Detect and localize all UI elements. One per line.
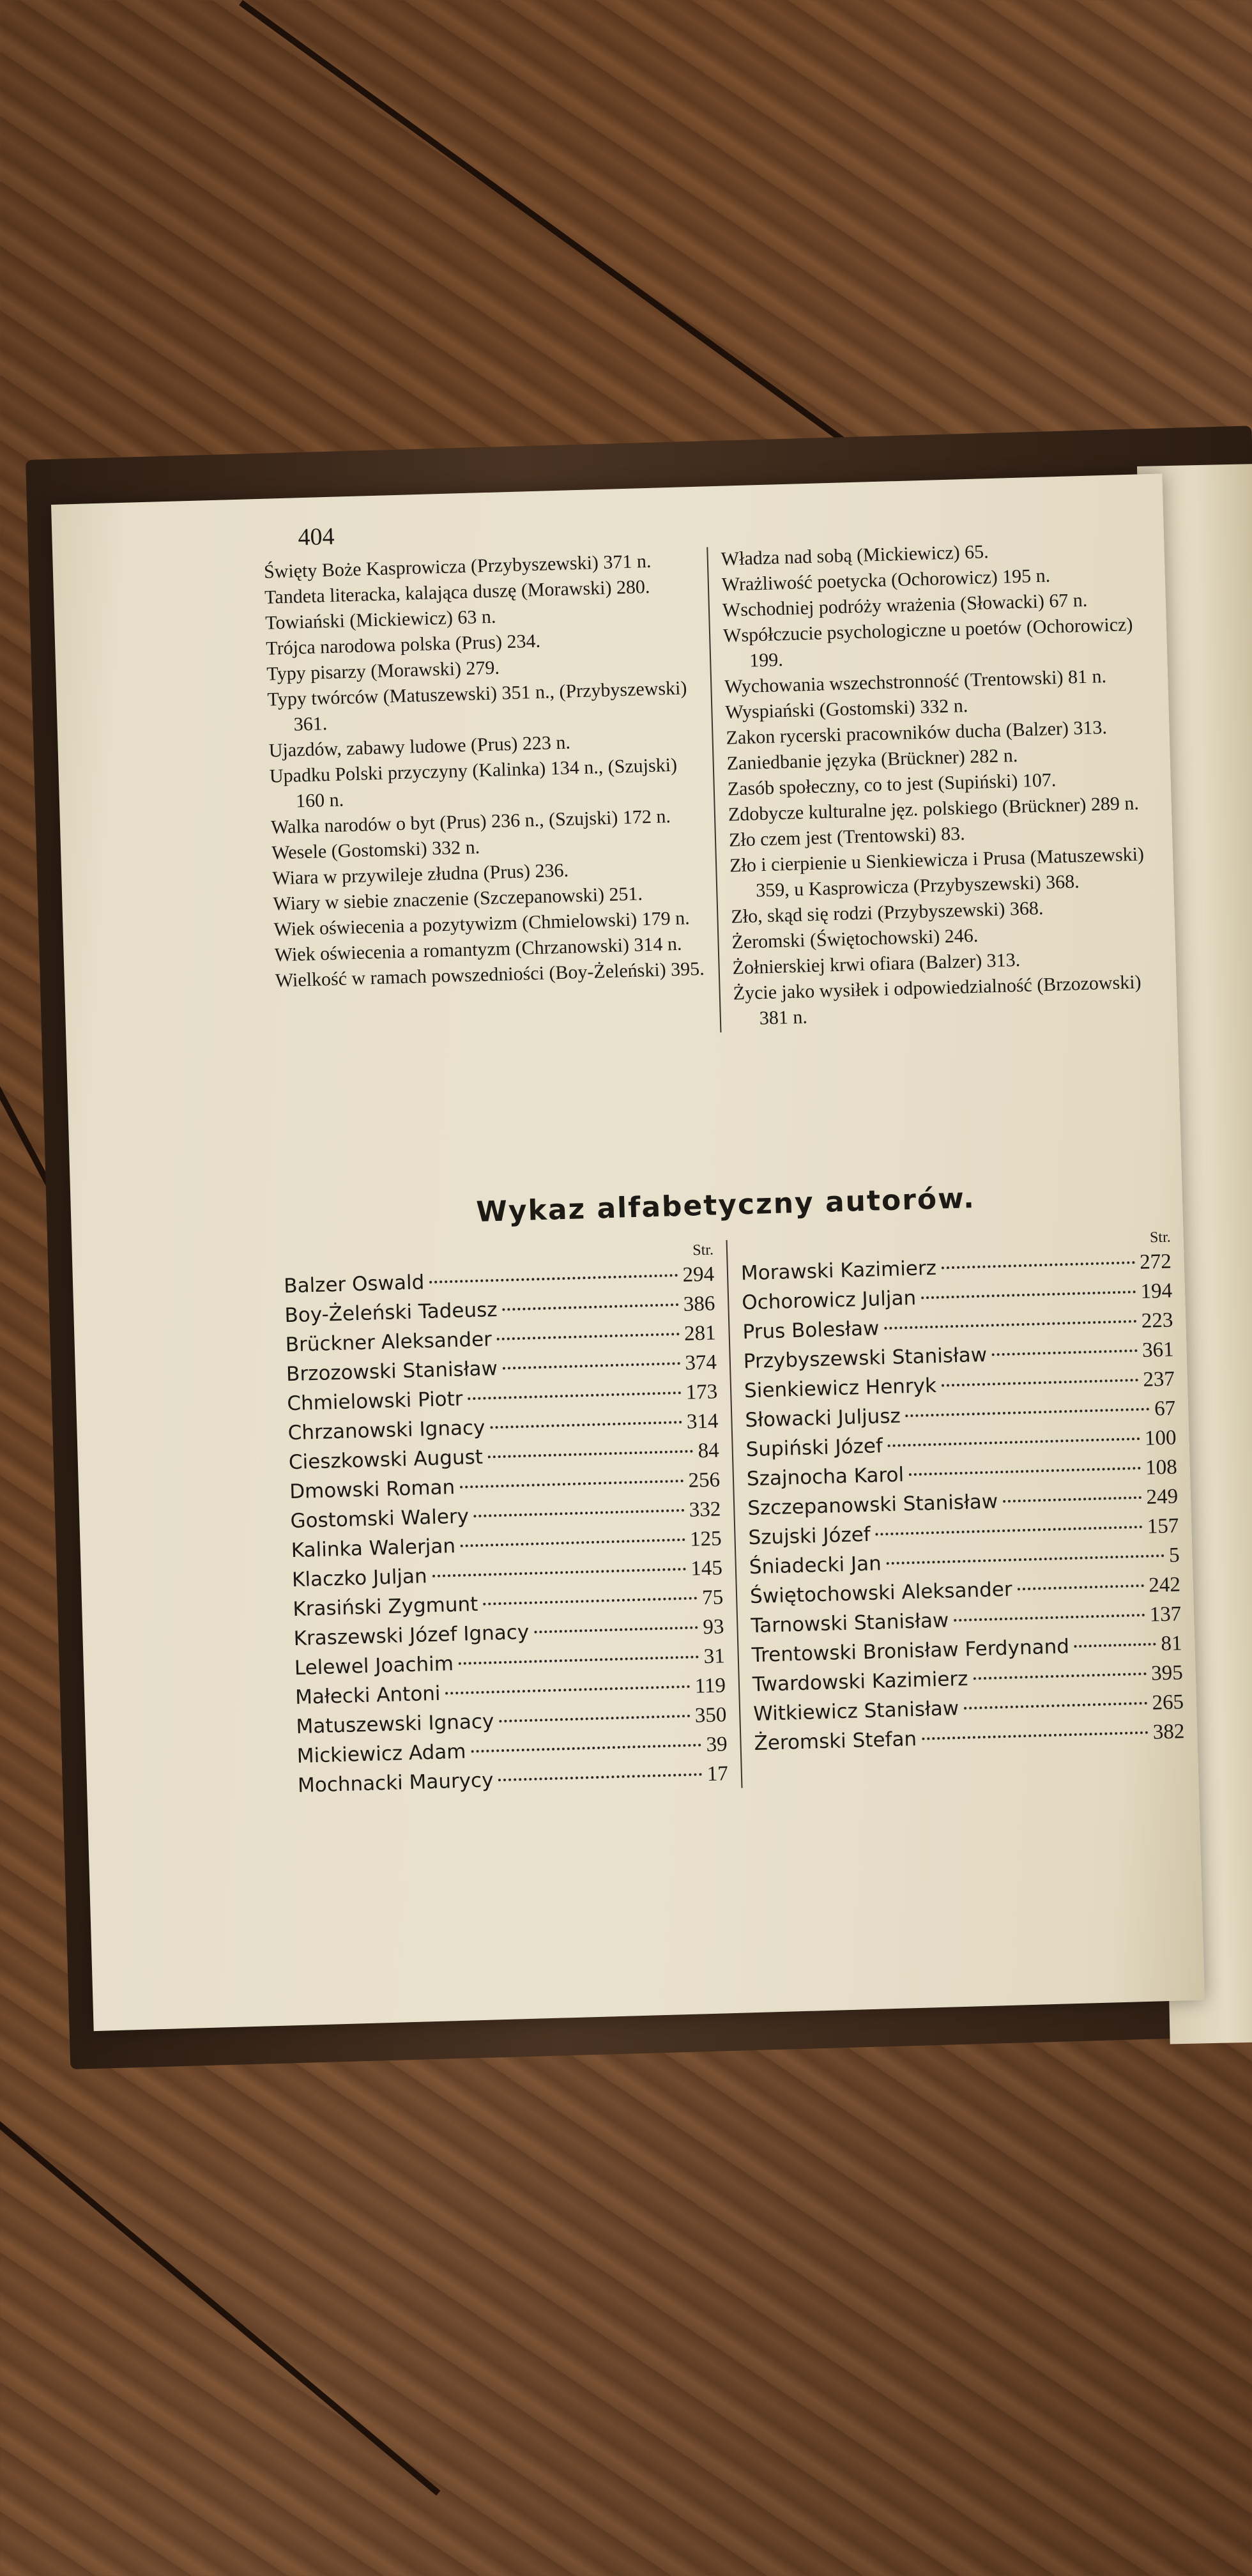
author-name: Dmowski Roman [289, 1475, 455, 1504]
author-name: Tarnowski Stanisław [750, 1609, 949, 1638]
dot-leader [887, 1554, 1164, 1565]
author-name: Ochorowicz Juljan [741, 1286, 917, 1315]
dot-leader [460, 1480, 683, 1489]
author-page-number: 361 [1141, 1338, 1175, 1362]
author-name: Krasiński Zygmunt [292, 1593, 478, 1621]
author-page-number: 314 [686, 1409, 719, 1434]
dot-leader [468, 1392, 680, 1400]
author-name: Balzer Oswald [283, 1271, 425, 1298]
author-page-number: 395 [1150, 1661, 1184, 1685]
dot-leader [954, 1614, 1145, 1621]
author-name: Mochnacki Maurycy [297, 1768, 494, 1797]
author-page-number: 281 [683, 1321, 717, 1346]
dot-leader [1003, 1496, 1141, 1503]
index-entry: Towiański (Mickiewicz) 63 n. [264, 606, 496, 634]
author-page-number: 39 [706, 1733, 728, 1757]
floor-seam [0, 2121, 440, 2496]
author-page-number: 350 [694, 1703, 727, 1728]
author-page-number: 332 [689, 1498, 721, 1522]
author-page-number: 31 [703, 1644, 726, 1669]
author-name: Twardowski Kazimierz [752, 1667, 968, 1697]
dot-leader [906, 1408, 1150, 1418]
author-name: Słowacki Juljusz [744, 1404, 901, 1432]
subject-index-left-column [264, 547, 722, 1045]
dot-leader [1017, 1584, 1143, 1591]
index-entry: Wesele (Gostomski) 332 n. [271, 836, 480, 864]
author-name: Lelewel Joachim [294, 1652, 454, 1680]
index-entry: Wschodniej podróży wrażenia (Słowacki) 67 n. [722, 589, 1088, 621]
dot-leader [964, 1702, 1147, 1710]
index-entry: Zaniedbanie języka (Brückner) 282 n. [726, 744, 1018, 774]
index-entry: Zakon rycerski pracowników ducha (Balzer) 313. [726, 716, 1108, 749]
author-name: Szujski Józef [748, 1522, 871, 1550]
author-name: Klaczko Juljan [291, 1565, 428, 1592]
book-page [51, 473, 1205, 2031]
author-name: Sienkiewicz Henryk [744, 1374, 937, 1403]
author-name: Chrzanowski Ignacy [287, 1416, 485, 1445]
dot-leader [1074, 1643, 1156, 1648]
dot-leader [921, 1291, 1136, 1299]
dot-leader [471, 1744, 701, 1752]
author-name: Śniadecki Jan [749, 1552, 882, 1579]
dot-leader [429, 1274, 677, 1284]
index-entry: Wyspiański (Gostomski) 332 n. [725, 695, 968, 723]
author-page-number: 272 [1139, 1250, 1172, 1274]
author-name: Szczepanowski Stanisław [747, 1490, 998, 1521]
index-entry: Życie jako wysiłek i odpowiedzialność (Brzozowski) 381 n. [733, 971, 1141, 1029]
index-entry: Upadku Polski przyczyny (Kalinka) 134 n., (Szujski) 160 n. [269, 754, 678, 812]
author-name: Kalinka Walerjan [291, 1534, 456, 1563]
author-page-number: 294 [682, 1262, 715, 1287]
dot-leader [992, 1349, 1137, 1356]
index-entry: Wiary w siebie znaczenie (Szczepanowski) 251. [273, 883, 643, 915]
dot-leader [876, 1526, 1142, 1536]
dot-leader [922, 1731, 1148, 1740]
author-name: Matuszewski Ignacy [296, 1710, 494, 1739]
author-page-number: 242 [1148, 1573, 1181, 1597]
dot-leader [942, 1261, 1135, 1269]
author-name: Witkiewicz Stanisław [752, 1697, 959, 1726]
author-page-number: 17 [706, 1762, 729, 1786]
author-name: Przybyszewski Stanisław [743, 1343, 988, 1374]
author-page-number: 125 [689, 1527, 722, 1551]
author-page-number: 75 [701, 1586, 724, 1610]
author-name: Gostomski Walery [290, 1505, 470, 1533]
author-page-number: 173 [685, 1380, 718, 1404]
author-page-number: 265 [1152, 1690, 1184, 1715]
str-label: Str. [692, 1241, 714, 1259]
index-entry: Zasób społeczny, co to jest (Supiński) 107. [727, 769, 1057, 800]
author-name: Małecki Antoni [294, 1682, 441, 1710]
index-entry: Tandeta literacka, kalająca duszę (Morawski) 280. [264, 576, 650, 608]
index-entry: Trójca narodowa polska (Prus) 234. [265, 630, 541, 659]
author-page-number: 137 [1149, 1602, 1182, 1627]
dot-leader [488, 1450, 693, 1459]
author-page-number: 382 [1152, 1720, 1185, 1744]
author-name: Prus Bolesław [742, 1317, 880, 1344]
dot-leader [909, 1467, 1140, 1476]
authors-heading: Wykaz alfabetyczny autorów. [475, 1182, 976, 1229]
dot-leader [474, 1509, 684, 1517]
author-name: Świętochowski Aleksander [749, 1577, 1013, 1609]
author-page-number: 223 [1141, 1308, 1173, 1333]
index-entry: Wychowania wszechstronność (Trentowski) 81 n. [724, 665, 1107, 698]
index-entry: Zło i cierpienie u Sienkiewicza i Prusa (Matuszewski) 359, u Kasprowicza (Przybyszewski) 368. [729, 843, 1145, 901]
author-page-number: 194 [1140, 1279, 1173, 1303]
dot-leader [490, 1421, 682, 1429]
author-name: Żeromski Stefan [754, 1727, 917, 1756]
index-entry: Władza nad sobą (Mickiewicz) 65. [721, 541, 989, 570]
index-entry: Wrażliwość poetycka (Ochorowicz) 195 n. [721, 565, 1051, 595]
author-name: Kraszewski Józef Ignacy [293, 1620, 530, 1651]
index-entry: Zło czem jest (Trentowski) 83. [728, 823, 966, 851]
index-entry: Żołnierskiej krwi ofiara (Balzer) 313. [732, 949, 1021, 979]
author-page-number: 237 [1142, 1367, 1175, 1392]
dot-leader [445, 1685, 689, 1695]
subject-index-right-column [708, 535, 1164, 1032]
dot-leader [499, 1715, 690, 1722]
author-name: Mickiewicz Adam [296, 1740, 466, 1768]
author-page-number: 119 [694, 1674, 726, 1698]
author-name: Supiński Józef [745, 1434, 883, 1462]
dot-leader [483, 1597, 697, 1605]
str-label: Str. [1149, 1229, 1172, 1246]
dot-leader [888, 1438, 1140, 1447]
index-entry: Typy pisarzy (Morawski) 279. [266, 657, 500, 685]
author-page-number: 5 [1168, 1544, 1180, 1567]
author-page-number: 81 [1160, 1632, 1182, 1656]
author-name: Brzozowski Stanisław [286, 1357, 498, 1386]
authors-left-column [283, 1240, 743, 1800]
author-name: Szajnocha Karol [746, 1463, 905, 1491]
author-name: Boy-Żeleński Tadeusz [284, 1298, 498, 1328]
subject-index [264, 535, 1165, 1045]
index-entry: Współczucie psychologiczne u poetów (Ochorowicz) 199. [722, 613, 1133, 671]
author-page-number: 84 [698, 1439, 720, 1463]
index-entry: Zdobycze kulturalne jęz. polskiego (Brückner) 289 n. [728, 792, 1140, 825]
author-page-number: 374 [684, 1351, 717, 1375]
author-page-number: 256 [688, 1468, 721, 1492]
dot-leader [884, 1320, 1136, 1330]
dot-leader [942, 1379, 1138, 1387]
author-name: Chmielowski Piotr [286, 1387, 464, 1416]
index-entry: Ujazdów, zabawy ludowe (Prus) 223 n. [268, 732, 571, 762]
author-name: Cieszkowski August [288, 1445, 484, 1475]
page-number: 404 [297, 523, 335, 551]
index-entry: Żeromski (Świętochowski) 246. [731, 924, 979, 953]
dot-leader [461, 1538, 685, 1547]
author-page-number: 108 [1145, 1455, 1178, 1480]
dot-leader [503, 1362, 680, 1370]
author-name: Morawski Kazimierz [740, 1256, 937, 1285]
index-entry: Wielkość w ramach powszedniości (Boy-Żeleński) 395. [275, 958, 705, 992]
author-page-number: 386 [683, 1292, 715, 1316]
author-page-number: 100 [1144, 1426, 1177, 1450]
dot-leader [502, 1303, 678, 1311]
author-name: Trentowski Bronisław Ferdynand [751, 1635, 1070, 1667]
dot-leader [497, 1333, 679, 1340]
index-entry: Święty Boże Kasprowicza (Przybyszewski) 371 n. [263, 550, 652, 583]
author-page-number: 93 [702, 1615, 724, 1639]
index-entry: Wiek oświecenia a romantyzm (Chrzanowski) 314 n. [274, 933, 682, 966]
dot-leader [432, 1568, 686, 1577]
dot-leader [973, 1673, 1146, 1680]
author-name: Brückner Aleksander [285, 1328, 492, 1357]
authors-right-column [728, 1228, 1186, 1788]
dot-leader [498, 1773, 702, 1781]
dot-leader [459, 1655, 699, 1664]
index-entry: Wiek oświecenia a pozytywizm (Chmielowski) 179 n. [273, 907, 691, 940]
index-entry: Walka narodów o byt (Prus) 236 n., (Szujski) 172 n. [270, 806, 671, 838]
author-page-number: 67 [1154, 1397, 1176, 1421]
author-page-number: 145 [690, 1556, 723, 1581]
author-page-number: 157 [1147, 1514, 1179, 1538]
dot-leader [534, 1626, 698, 1633]
index-entry: Wiara w przywileje złudna (Prus) 236. [272, 859, 569, 889]
index-entry: Zło, skąd się rodzi (Przybyszewski) 368. [730, 897, 1044, 928]
authors-index [283, 1228, 1186, 1800]
author-page-number: 249 [1146, 1485, 1179, 1509]
index-entry: Typy twórców (Matuszewski) 351 n., (Przybyszewski) 361. [267, 677, 687, 735]
